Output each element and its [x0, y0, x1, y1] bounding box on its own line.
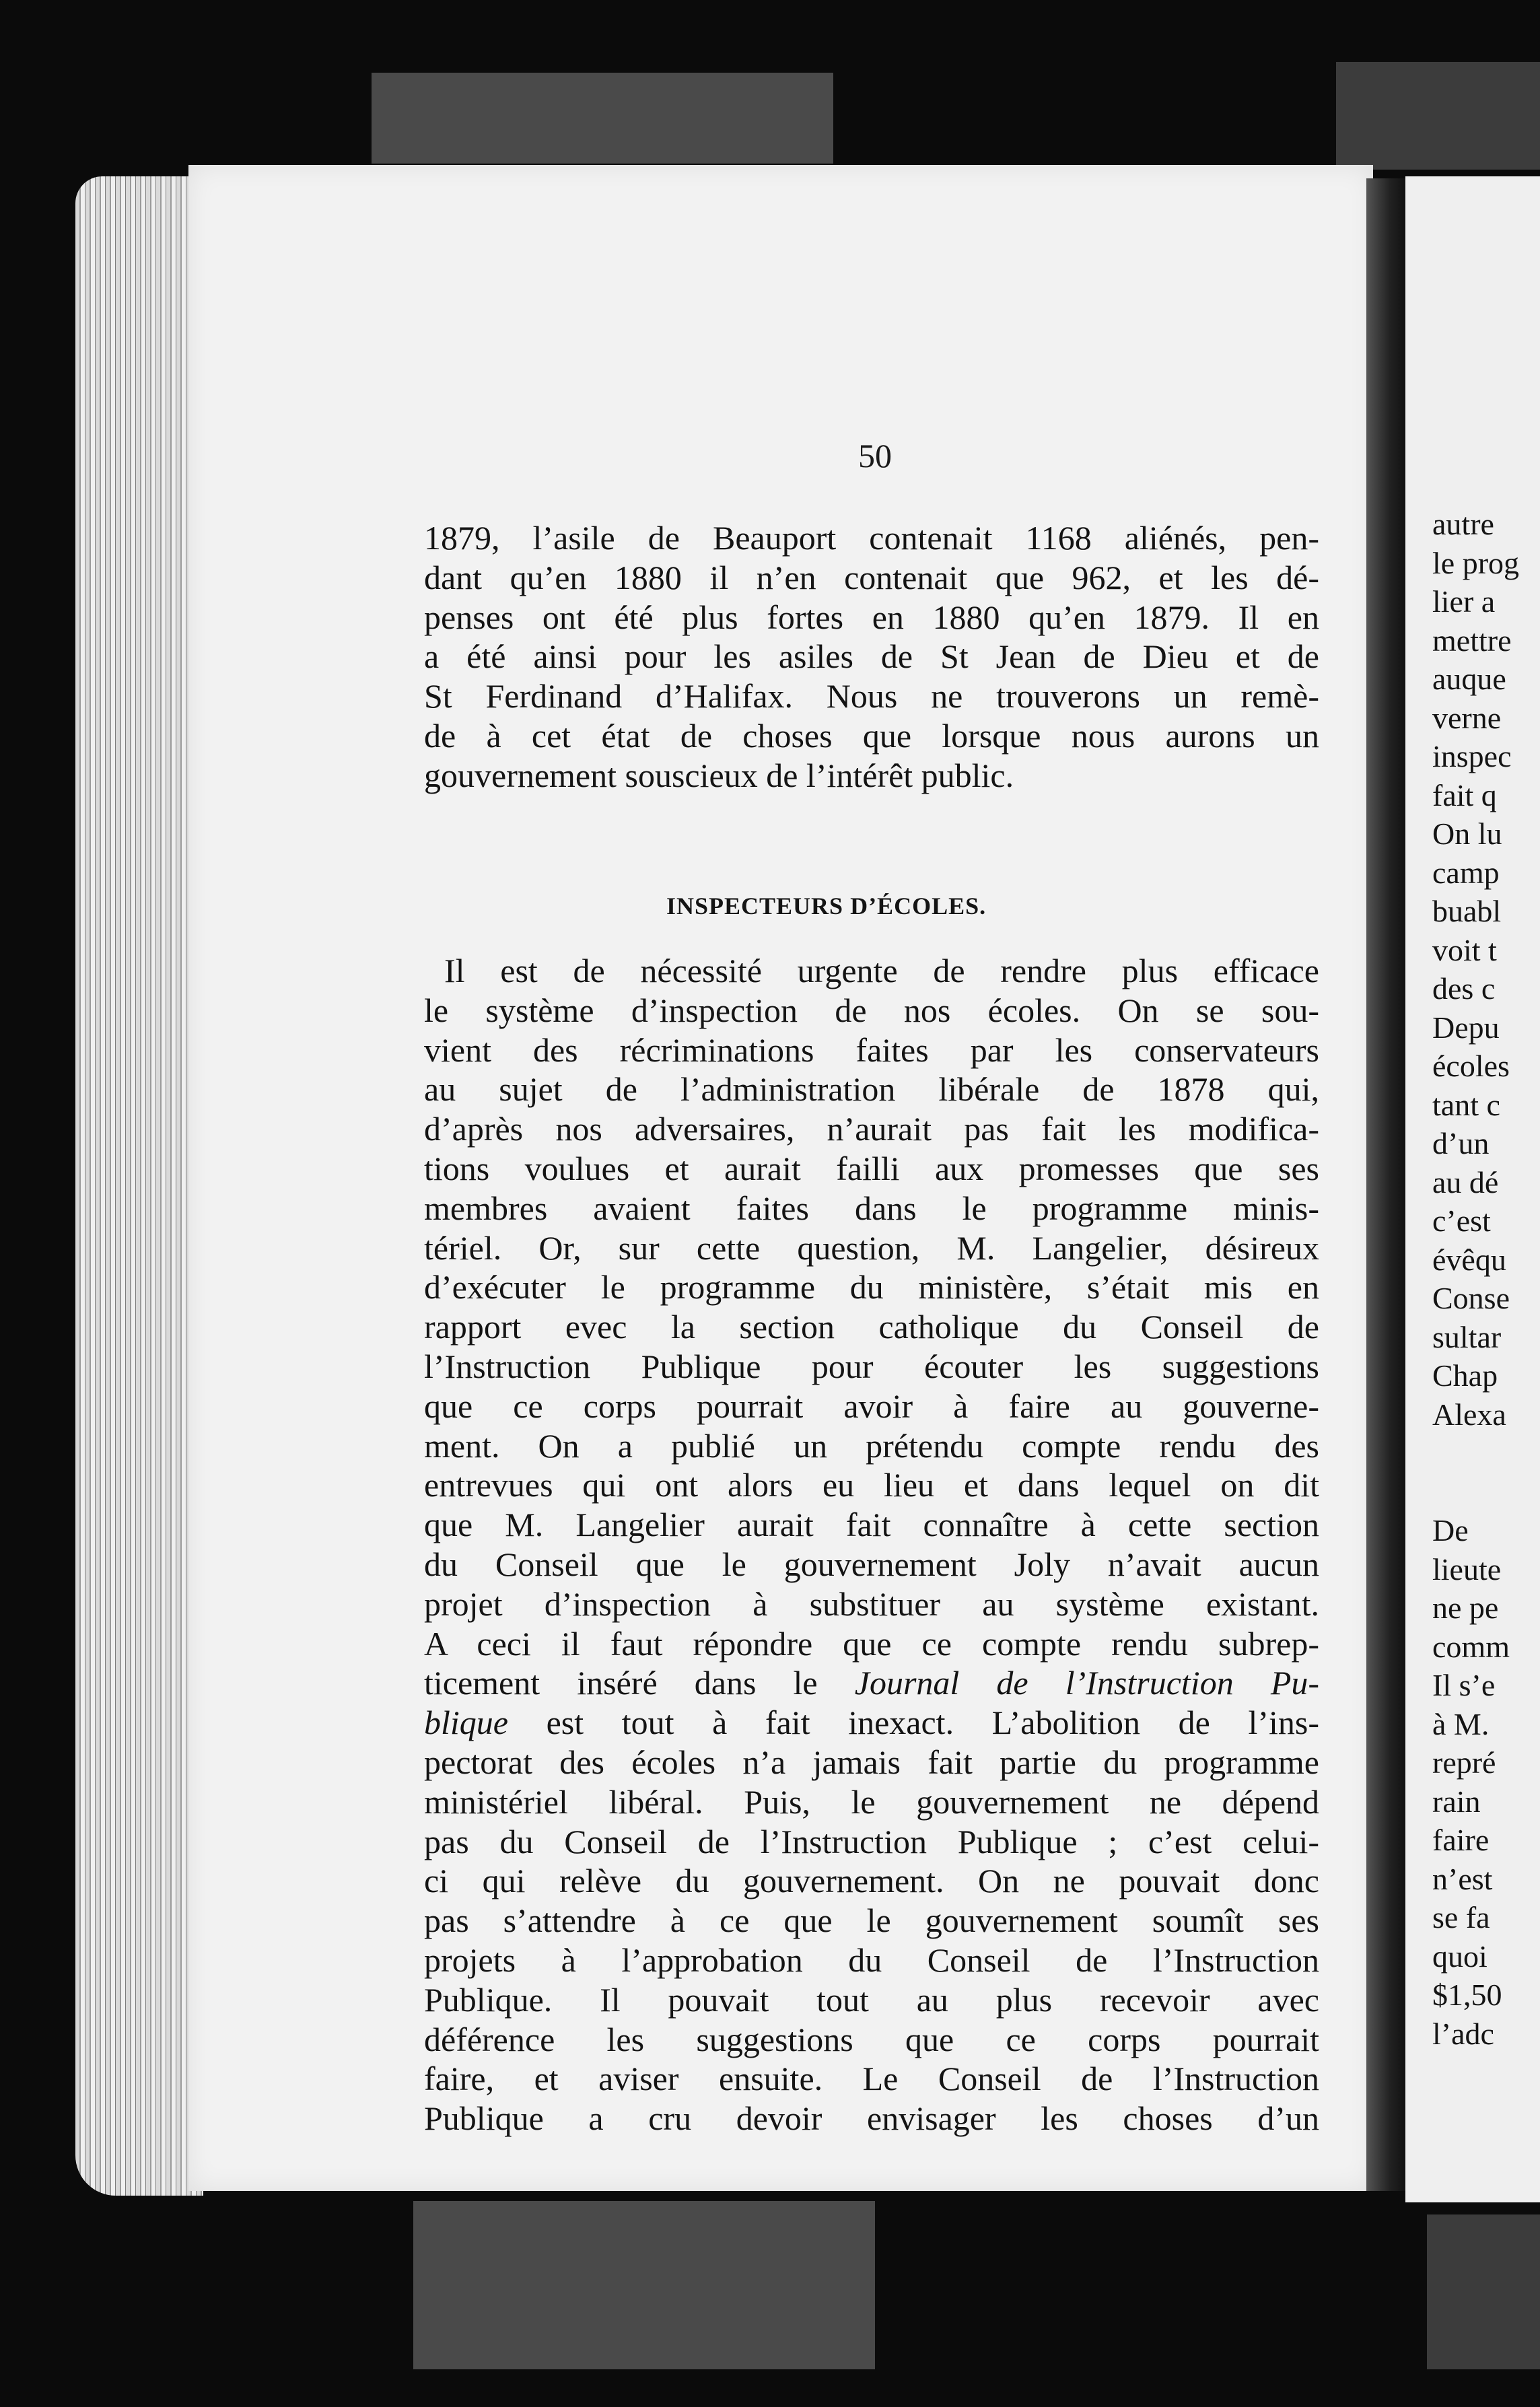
- text-line: auque: [1432, 662, 1506, 696]
- text-line: lier a: [1432, 584, 1496, 619]
- text-line: St Ferdinand d’Halifax. Nous ne trouverons un remè-: [424, 677, 1319, 716]
- text-line: de à cet état de choses que lorsque nous aurons un: [424, 716, 1319, 755]
- text-line: que ce corps pourrait avoir à faire au gouverne-: [424, 1387, 1319, 1425]
- text-line: Il s’e: [1432, 1668, 1496, 1702]
- text-line: rain: [1432, 1784, 1481, 1819]
- text-line: c’est: [1432, 1204, 1491, 1238]
- text-line: l’adc: [1432, 2016, 1494, 2051]
- book-gutter: [1366, 178, 1405, 2191]
- text-line: tant c: [1432, 1087, 1500, 1122]
- text-line: d’un: [1432, 1126, 1490, 1160]
- text-line: 1879, l’asile de Beauport contenait 1168 aliénés, pen-: [424, 519, 1319, 557]
- text-line: vient des récriminations faites par les conservateurs: [424, 1031, 1319, 1069]
- text-line: pectorat des écoles n’a jamais fait partie du programme: [424, 1743, 1319, 1781]
- text-line: le prog: [1432, 545, 1520, 580]
- paragraph-inspectors: [424, 951, 1319, 2138]
- text-line: autre: [1432, 507, 1494, 541]
- text-line: faire: [1432, 1823, 1490, 1857]
- text-line: faire, et aviser ensuite. Le Conseil de l’Instruction: [424, 2060, 1319, 2098]
- film-tab-top-right: [1336, 62, 1540, 170]
- text-line: $1,50: [1432, 1978, 1502, 2012]
- text-line: écoles: [1432, 1049, 1510, 1083]
- text-line: rapport evec la section catholique du Conseil de: [424, 1308, 1319, 1346]
- text-line: Publique. Il pouvait tout au plus recevoir avec: [424, 1980, 1319, 2019]
- text-line: tions voulues et aurait failli aux promesses que ses: [424, 1149, 1319, 1187]
- text-line: se fa: [1432, 1900, 1490, 1934]
- text-line: évêqu: [1432, 1242, 1506, 1277]
- text-line: n’est: [1432, 1861, 1493, 1896]
- text-line: projets à l’approbation du Conseil de l’Instruction: [424, 1941, 1319, 1979]
- text-line: On lu: [1432, 816, 1502, 851]
- journal-title: Journal de l’Instruction Pu-: [854, 1664, 1320, 1702]
- text-line: Publique a cru devoir envisager les choses d’un: [424, 2099, 1319, 2138]
- text-line: d’exécuter le programme du ministère, s’était mis en: [424, 1268, 1319, 1306]
- text-line: Conse: [1432, 1281, 1510, 1315]
- text-line: inspec: [1432, 739, 1512, 773]
- text-line: Chap: [1432, 1358, 1498, 1393]
- text-line: au dé: [1432, 1164, 1499, 1199]
- text-line: ment. On a publié un prétendu compte rendu des: [424, 1426, 1319, 1465]
- text-line: ci qui relève du gouvernement. On ne pouvait donc: [424, 1862, 1319, 1900]
- journal-title-continued: blique: [424, 1704, 508, 1742]
- text-line: Alexa: [1432, 1397, 1506, 1432]
- paragraph-asylums: [424, 518, 1319, 796]
- text-line: tériel. Or, sur cette question, M. Langelier, désireux: [424, 1228, 1319, 1267]
- text-line: projet d’inspection à substituer au système existant.: [424, 1584, 1319, 1623]
- text-fragment: ticement inséré dans le: [424, 1664, 818, 1702]
- text-line: fait q: [1432, 777, 1497, 812]
- section-heading: INSPECTEURS D’ÉCOLES.: [666, 893, 987, 919]
- text-line: pas s’attendre à ce que le gouvernement soumît ses: [424, 1902, 1319, 1940]
- text-line: A ceci il faut répondre que ce compte rendu subrep-: [424, 1624, 1319, 1663]
- film-tab-bottom-left: [413, 2201, 875, 2369]
- page-number: 50: [858, 437, 892, 475]
- text-line: du Conseil que le gouvernement Joly n’avait aucun: [424, 1545, 1319, 1583]
- film-tab-bottom-right: [1427, 2214, 1540, 2369]
- text-line: repré: [1432, 1745, 1496, 1780]
- text-line: dant qu’en 1880 il n’en contenait que 962, et les dé-: [424, 558, 1319, 596]
- page-edges: [75, 176, 203, 2196]
- text-line: des c: [1432, 971, 1496, 1006]
- text-line: Il est de nécessité urgente de rendre plus efficace: [444, 952, 1319, 989]
- right-page-text: [1432, 505, 1540, 2053]
- text-line: mettre: [1432, 623, 1512, 658]
- text-line: penses ont été plus fortes en 1880 qu’en 1879. Il en: [424, 598, 1319, 636]
- text-line: d’après nos adversaires, n’aurait pas fait les modifica-: [424, 1110, 1319, 1148]
- text-line: quoi: [1432, 1939, 1488, 1974]
- text-line: membres avaient faites dans le programme minis-: [424, 1189, 1319, 1227]
- text-line: comm: [1432, 1629, 1510, 1664]
- text-line: pas du Conseil de l’Instruction Publique ; c’est celui-: [424, 1822, 1319, 1860]
- text-line: Depu: [1432, 1010, 1500, 1045]
- text-line: [424, 1663, 1319, 1703]
- text-line: l’Instruction Publique pour écouter les suggestions: [424, 1347, 1319, 1385]
- text-line: ne pe: [1432, 1591, 1499, 1625]
- film-tab-top-left: [372, 73, 833, 164]
- text-line: entrevues qui ont alors eu lieu et dans lequel on dit: [424, 1466, 1319, 1504]
- text-line: déférence les suggestions que ce corps pourrait: [424, 2020, 1319, 2058]
- text-line: verne: [1432, 700, 1502, 735]
- text-line: gouvernement souscieux de l’intérêt public.: [424, 756, 1014, 794]
- text-line: au sujet de l’administration libérale de 1878 qui,: [424, 1070, 1319, 1109]
- text-line: voit t: [1432, 932, 1497, 967]
- text-fragment: est tout à fait inexact. L’abolition de l’ins-: [546, 1704, 1320, 1742]
- text-line: sultar: [1432, 1319, 1502, 1354]
- text-line: que M. Langelier aurait fait connaître à cette section: [424, 1506, 1319, 1544]
- text-line: a été ainsi pour les asiles de St Jean de Dieu et de: [424, 637, 1319, 676]
- text-line: [424, 1703, 1319, 1743]
- text-line: camp: [1432, 855, 1500, 890]
- text-line: à M.: [1432, 1706, 1490, 1741]
- text-line: le système d’inspection de nos écoles. On se sou-: [424, 991, 1319, 1029]
- text-line: ministériel libéral. Puis, le gouvernement ne dépend: [424, 1782, 1319, 1821]
- text-line: De: [1432, 1513, 1469, 1547]
- text-line: lieute: [1432, 1551, 1502, 1586]
- text-line: buabl: [1432, 894, 1502, 928]
- paragraph-gap: [1432, 1434, 1540, 1511]
